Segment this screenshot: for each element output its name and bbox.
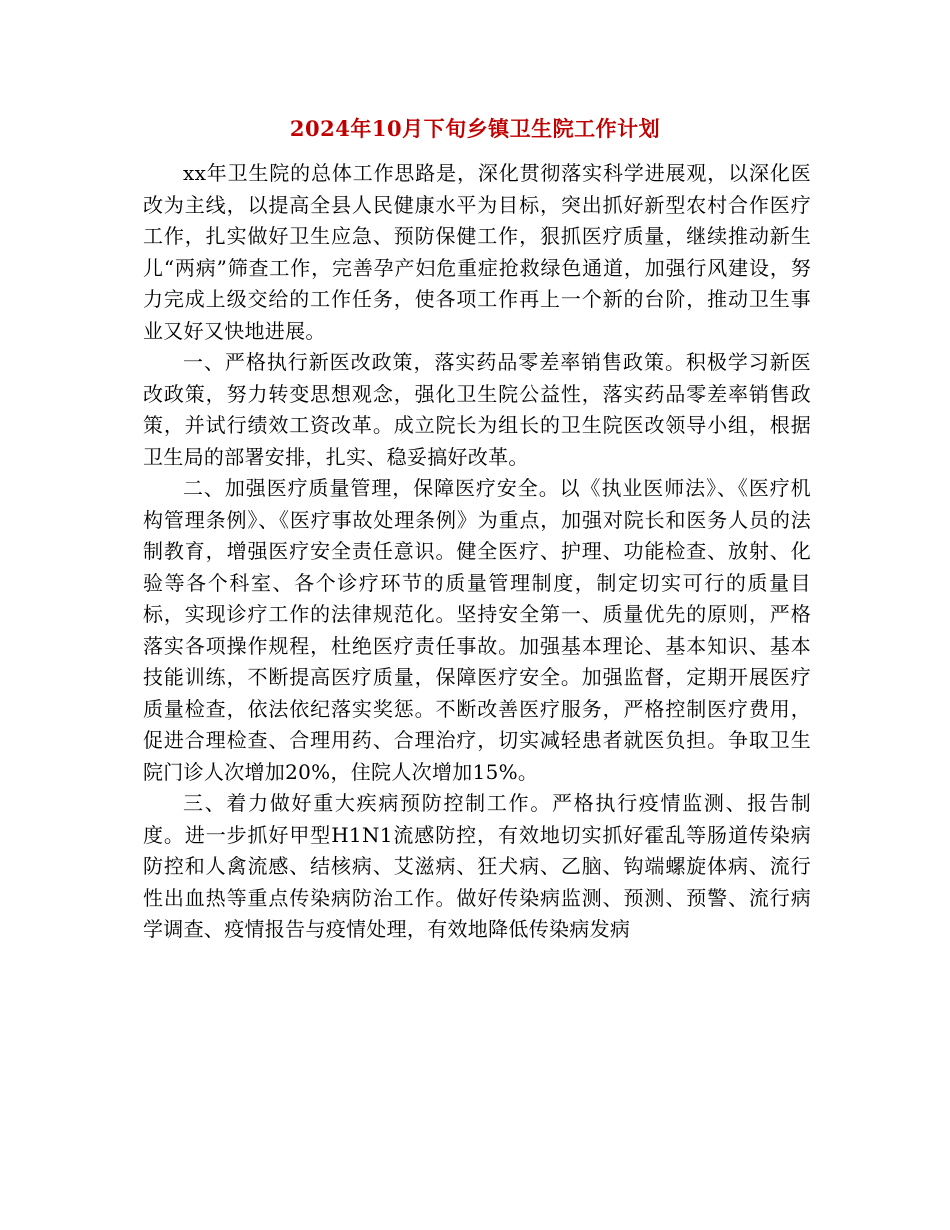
paragraph-section-3: 三、着力做好重大疾病预防控制工作。严格执行疫情监测、报告制度。进一步抓好甲型H1N1流感防控，有效地切实抓好霍乱等肠道传染病防控和人禽流感、结核病、艾滋病、狂犬病、乙脑、钩端螺旋体病、流行性出血热等重点传染病防治工作。做好传染病监测、预测、预警、流行病学调查、疫情报告与疫情处理，有效地降低传染病发病 [143,791,811,941]
document-body [143,158,811,946]
paragraph-section-2: 二、加强医疗质量管理，保障医疗安全。以《执业医师法》、《医疗机构管理条例》、《医疗事故处理条例》为重点，加强对院长和医务人员的法制教育，增强医疗安全责任意识。健全医疗、护理、功能检查、放射、化验等各个科室、各个诊疗环节的质量管理制度，制定切实可行的质量目标，实现诊疗工作的法律规范化。坚持安全第一、质量优先的原则，严格落实各项操作规程，杜绝医疗责任事故。加强基本理论、基本知识、基本技能训练，不断提高医疗质量，保障医疗安全。加强监督，定期开展医疗质量检查，依法依纪落实奖惩。不断改善医疗服务，严格控制医疗费用，促进合理检查、合理用药、合理治疗，切实减轻患者就医负担。争取卫生院门诊人次增加20%，住院人次增加15%。 [143,476,811,784]
paragraph-section-1: 一、严格执行新医改政策，落实药品零差率销售政策。积极学习新医改政策，努力转变思想观念，强化卫生院公益性，落实药品零差率销售政策，并试行绩效工资改革。成立院长为组长的卫生院医改领导小组，根据卫生局的部署安排，扎实、稳妥搞好改革。 [143,350,811,469]
document-title: 2024年10月下旬乡镇卫生院工作计划 [289,116,661,141]
paragraph-intro: xx年卫生院的总体工作思路是，深化贯彻落实科学进展观，以深化医改为主线，以提高全县人民健康水平为目标，突出抓好新型农村合作医疗工作，扎实做好卫生应急、预防保健工作，狠抓医疗质量，继续推动新生儿“两病”筛查工作，完善孕产妇危重症抢救绿色通道，加强行风建设，努力完成上级交给的工作任务，使各项工作再上一个新的台阶，推动卫生事业又好又快地进展。 [143,161,811,343]
